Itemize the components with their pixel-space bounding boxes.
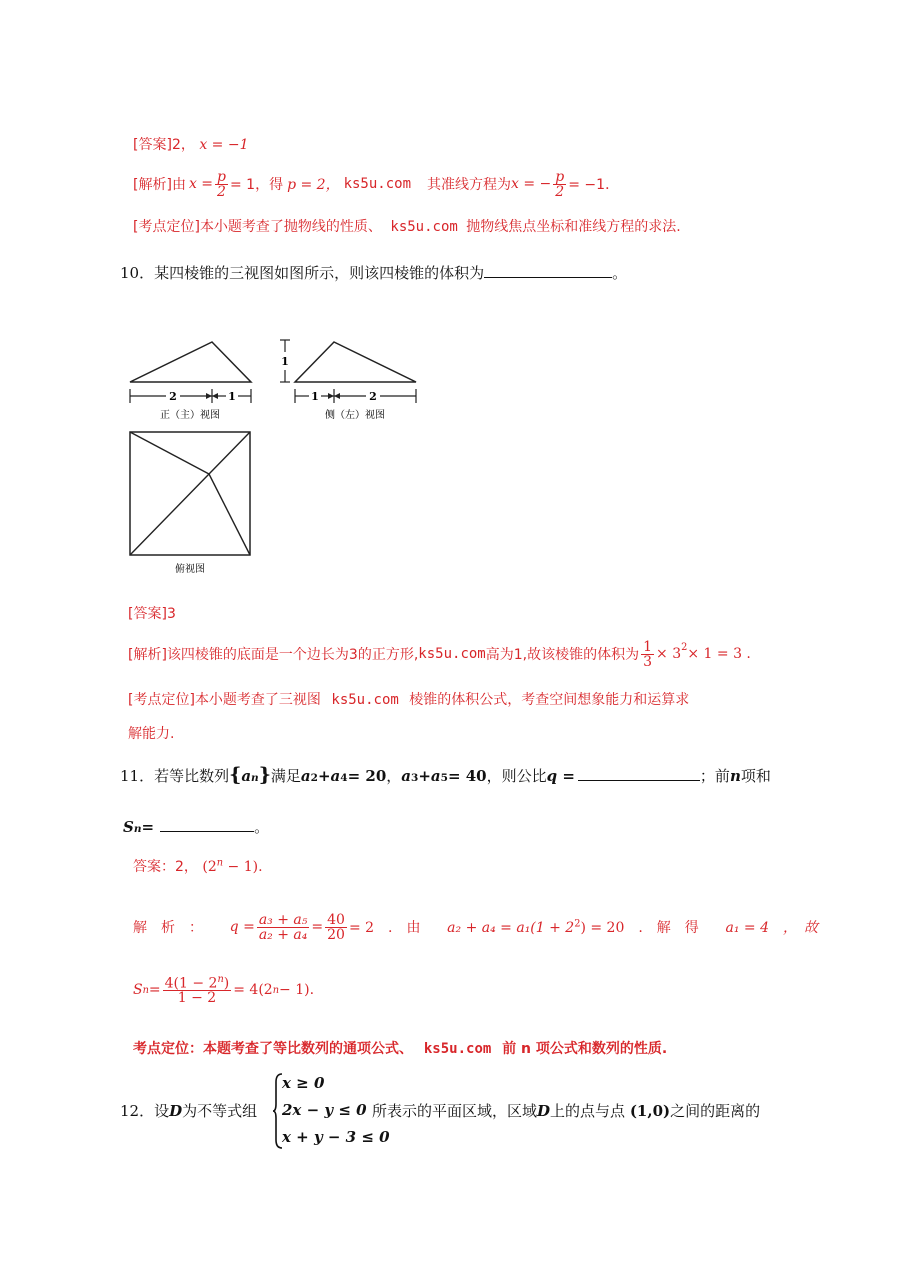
sf-num: 4(1 − 2 — [164, 975, 218, 992]
s-rhs-end: − 1). — [279, 982, 315, 998]
analysis-q: q = — [229, 919, 255, 935]
top-caption: 俯视图 — [175, 564, 205, 575]
p-over-2-fraction — [215, 170, 228, 199]
top-view-edge — [130, 474, 209, 555]
mid1-text: 为不等式组 — [182, 1102, 258, 1120]
S-sub: n — [133, 823, 142, 835]
eq2-sub2: 5 — [440, 772, 448, 784]
sf-num-end: ) — [223, 975, 230, 992]
p-over-2-fraction-2 — [553, 170, 566, 199]
analysis-eq2: = 2 . 由 — [348, 920, 421, 936]
q11-point-line — [133, 1038, 667, 1058]
seq-sub: n — [251, 772, 259, 784]
analysis-mid: a₂ + a₄ = a₁(1 + 2 — [447, 920, 575, 936]
s-rhs-exp: n — [272, 984, 280, 996]
frac-num: 1 — [643, 638, 653, 655]
question-prefix: 12．设 — [120, 1102, 170, 1120]
mid2-text: 所表示的平面区域，区域 — [372, 1102, 538, 1120]
eq2-sub1: 3 — [411, 772, 419, 784]
analysis-mid: 其准线方程为 — [427, 177, 512, 193]
eq2-a2: a — [430, 767, 441, 785]
analysis-x: x = — [188, 176, 214, 192]
D-var: D — [169, 1102, 183, 1120]
frac-num: p — [555, 168, 565, 185]
side-dim-1: 1 — [311, 390, 319, 403]
eq2-plus: + — [418, 767, 431, 785]
point-a: 本小题考查了三视图 — [194, 692, 321, 708]
analysis-a: 该四棱锥的底面是一个边长为3的正方形, — [166, 647, 419, 663]
answer-eq: x = −1 — [199, 137, 249, 153]
answer-label: 答案： — [133, 859, 175, 875]
eq1-a: a — [300, 767, 311, 785]
s-eq: = — [148, 982, 161, 998]
question-end: 。 — [254, 818, 270, 836]
D-var-2: D — [537, 1102, 551, 1120]
S-eq: = — [141, 818, 155, 836]
seq-a: a — [241, 767, 252, 785]
analysis-pre: 由 — [171, 177, 186, 193]
side-dim-2: 2 — [369, 390, 377, 403]
frac-num: p — [217, 168, 226, 185]
brace-close: } — [258, 764, 271, 786]
analysis-x2: x = − — [511, 176, 552, 192]
q10-point-line-2 — [128, 723, 174, 743]
point-text-a: 本小题考查了抛物线的性质、 — [199, 219, 382, 235]
sum-text: 项和 — [740, 767, 771, 785]
exponent: 2 — [681, 642, 688, 653]
point-label: [考点定位] — [133, 219, 200, 235]
answer-exp: n — [216, 857, 224, 869]
ratio-text: ，则公比 — [486, 767, 547, 785]
front-dim-2: 2 — [169, 390, 177, 403]
analysis-p2: p = 2， — [287, 177, 340, 193]
q9-answer-line — [133, 134, 248, 154]
eq2-rhs: = 40 — [447, 767, 487, 785]
question-end: 。 — [612, 264, 628, 282]
q9-point-line — [133, 216, 681, 236]
inequality-1: x ≥ 0 — [282, 1074, 325, 1092]
front-dim-1: 1 — [228, 390, 236, 403]
dim-arrow-icon — [206, 393, 212, 399]
frac-den: 2 — [217, 183, 226, 200]
q11-question — [120, 764, 771, 786]
sum-answer-blank[interactable] — [160, 817, 254, 832]
analysis-b: 高为1,故该棱锥的体积为 — [485, 647, 640, 663]
watermark-text: ks5u.com — [343, 176, 412, 192]
q10-analysis-line — [128, 636, 751, 672]
point-b: 棱锥的体积公式，考查空间想象能力和运算求 — [409, 692, 690, 708]
q12-prefix — [120, 1100, 257, 1121]
eq1-rhs: = 20 — [347, 767, 387, 785]
front-n-text: ；前 — [699, 767, 730, 785]
three-view-diagram — [120, 330, 430, 590]
analysis-eq1: = 1，得 — [229, 177, 284, 193]
q11-answer-line — [133, 856, 263, 876]
analysis-label: 解 析 ： — [133, 920, 203, 936]
analysis-mid-end: ) = 20 . 解 得 — [580, 920, 699, 936]
question-end: 之间的距离的 — [670, 1102, 761, 1120]
answer-value: 3 — [166, 606, 176, 622]
watermark-text: ks5u.com — [423, 1041, 492, 1057]
frac-den: 2 — [555, 183, 565, 200]
point-c: 解能力. — [128, 726, 175, 742]
answer-blank[interactable] — [484, 263, 612, 278]
mid3-text: 上的点与点 — [550, 1102, 626, 1120]
question-prefix: 11．若等比数列 — [120, 767, 230, 785]
value-fraction — [325, 913, 347, 942]
front-view-triangle — [130, 342, 251, 382]
question-text: 10．某四棱锥的三视图如图所示，则该四棱锥的体积为 — [120, 264, 485, 282]
q10-answer-line — [128, 603, 176, 623]
analysis-mid-exp: 2 — [574, 918, 581, 930]
inequality-3: x + y − 3 ≤ 0 — [282, 1128, 390, 1146]
watermark-text: ks5u.com — [331, 692, 399, 708]
analysis-c: × 3 — [656, 646, 682, 662]
s-rhs: = 4(2 — [233, 982, 273, 998]
dim-arrow-icon — [212, 393, 218, 399]
frac-den: a₂ + a₄ — [258, 926, 308, 943]
analysis-label: [解析] — [128, 647, 167, 663]
inequality-2: 2x − y ≤ 0 — [282, 1101, 367, 1119]
answer-label: [答案] — [128, 606, 167, 622]
point-coord: (1,0) — [629, 1102, 671, 1120]
q11-sum-line — [123, 816, 269, 837]
S-var: S — [123, 818, 134, 836]
frac-den: 1 − 2 — [177, 990, 217, 1007]
frac-num: a₃ + a₅ — [258, 911, 308, 928]
n-var: n — [729, 767, 741, 785]
top-view-edge — [209, 474, 250, 555]
satisfy-text: 满足 — [270, 767, 301, 785]
eq2-a: a — [401, 767, 412, 785]
point-label: [考点定位] — [128, 692, 195, 708]
analysis-mid-wrap — [447, 917, 699, 937]
side-dim-height-1: 1 — [281, 355, 289, 368]
eq1-plus: + — [317, 767, 331, 785]
s-label: S — [133, 982, 143, 998]
q11-sum-analysis — [133, 966, 314, 1014]
analysis-formula: q = $\frac{\text{a₃ + a₅}}{\text{a₂ + a₄}}$ = $\frac{40}{20}$ = 2 . 由 — [229, 911, 421, 943]
eq1-a2: a — [330, 767, 341, 785]
analysis-label: [解析] — [133, 177, 172, 193]
analysis-d: × 1 = 3 . — [687, 646, 751, 662]
point-text-b: 抛物线焦点坐标和准线方程的求法. — [466, 219, 681, 235]
q12-suffix — [372, 1100, 760, 1121]
brace-open: { — [229, 764, 242, 786]
answer-label: [答案] — [133, 137, 172, 153]
comma: ， — [386, 767, 402, 785]
q11-analysis-line — [133, 906, 818, 948]
analysis-a1: a₁ = 4 ， 故 — [725, 920, 818, 936]
q-eq: q = — [546, 767, 575, 785]
frac-num: 40 — [327, 911, 345, 928]
sf-num-exp: n — [217, 973, 224, 985]
q10-point-line — [128, 689, 689, 709]
watermark-text: ks5u.com — [418, 646, 486, 662]
dim-arrow-icon — [328, 393, 334, 399]
point-text-b: 前 n 项公式和数列的性质. — [502, 1041, 668, 1057]
front-caption: 正（主）视图 — [160, 410, 220, 421]
sum-fraction — [163, 975, 232, 1006]
watermark-text: ks5u.com — [390, 219, 458, 235]
frac-num — [163, 975, 232, 992]
top-view-edge — [209, 432, 250, 474]
eq1-sub2: 4 — [340, 772, 348, 784]
q-answer-blank[interactable] — [578, 766, 700, 781]
s-sub: n — [142, 984, 149, 996]
answer-value: 2， — [171, 137, 195, 153]
side-view-triangle — [295, 342, 416, 382]
q9-analysis-line — [133, 166, 619, 202]
side-caption: 侧（左）视图 — [325, 410, 385, 421]
dim-arrow-icon — [334, 393, 340, 399]
eq1-sub1: 2 — [310, 772, 318, 784]
one-third-fraction — [641, 640, 654, 669]
point-text-a: 考点定位：本题考查了等比数列的通项公式、 — [133, 1041, 413, 1057]
frac-den: 3 — [643, 653, 653, 670]
analysis-end: = −1． — [568, 177, 620, 193]
q10-question — [120, 262, 627, 283]
answer-expr: (2 — [202, 859, 217, 875]
answer-tail: − 1). — [223, 859, 263, 875]
answer-value: 2， — [175, 859, 198, 875]
frac-den: 20 — [327, 926, 345, 943]
top-view-edge — [130, 432, 209, 474]
ratio-fraction — [257, 913, 310, 942]
